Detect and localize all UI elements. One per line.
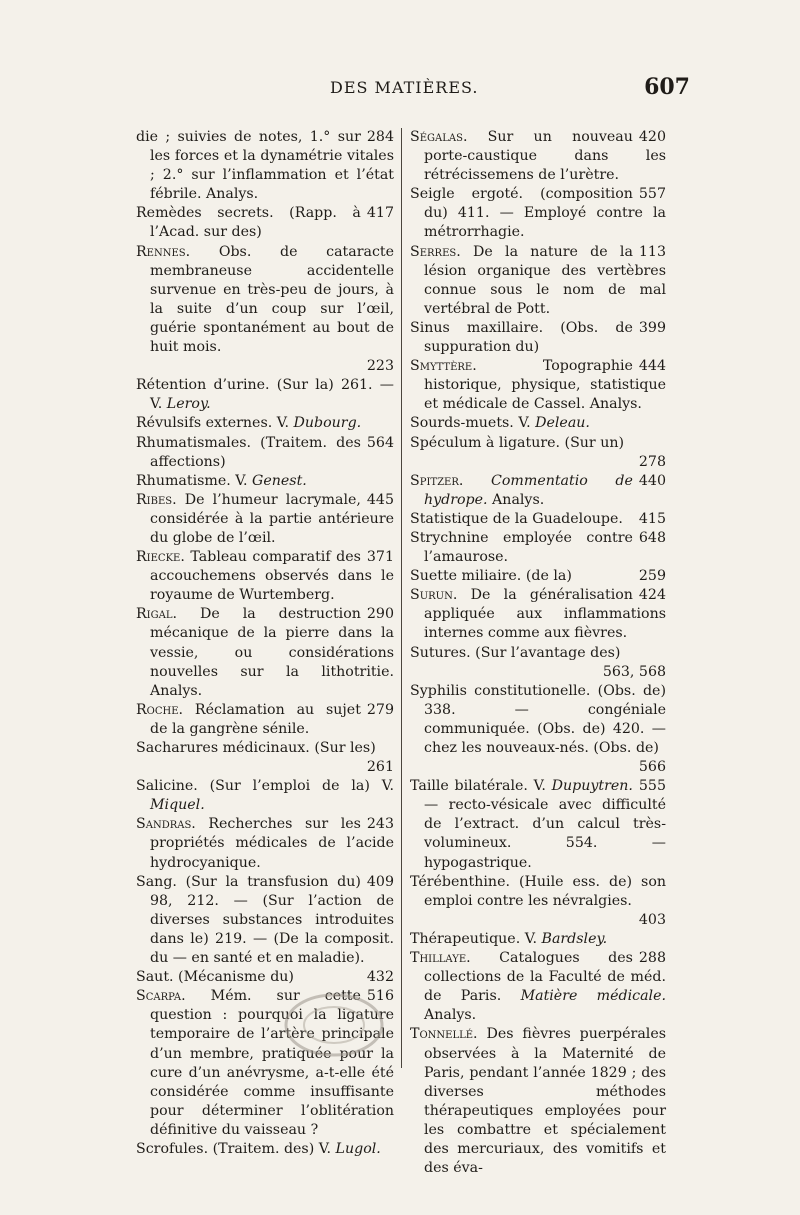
index-column-right xyxy=(410,128,666,1178)
index-entry xyxy=(410,586,666,643)
entry-page-ref: 279 xyxy=(366,701,394,718)
entry-page-ref: 223 xyxy=(366,358,394,375)
index-entry xyxy=(410,1025,666,1178)
index-entry xyxy=(410,414,666,433)
entry-author: Tonnellé. xyxy=(410,1026,478,1043)
entry-text: Des fièvres puerpérales observées à la Maternité de Paris, pendant l’année 1829 ; des diverses méthodes thérapeutiques employées pour les combattre et spécialement des mercuriaux, des vomitifs et des éva- xyxy=(424,1026,666,1177)
entry-page-ref: 278 xyxy=(638,453,666,470)
entry-text: Sang. (Sur la transfusion du) 98, 212. — (Sur l’action de diverses substances introduites dans le) 219. — (De la composit. du — en santé et en maladie). xyxy=(136,873,394,967)
entry-page-ref: 290 xyxy=(366,606,394,623)
entry-italic: Commentatio de hydrope. xyxy=(424,472,633,508)
running-title: DES MATIÈRES. xyxy=(330,78,479,97)
entry-text: De l’humeur lacrymale, considérée à la partie antérieure du globe de l’œil. xyxy=(150,491,394,546)
entry-text xyxy=(463,473,491,489)
entry-italic: Matière médicale. xyxy=(520,988,666,1005)
entry-italic: Deleau. xyxy=(535,415,590,432)
entry-text: De la nature de la lésion organique des vertèbres connue sous le nom de mal vertébral de Pott. xyxy=(424,243,666,317)
entry-text: Rhumatismales. (Traitem. des affections) xyxy=(136,434,361,470)
index-entry xyxy=(136,1140,394,1159)
entry-page-ref: 403 xyxy=(638,911,666,928)
index-entry xyxy=(136,376,394,414)
entry-text: Spéculum à ligature. (Sur un) xyxy=(410,434,625,451)
entry-page-ref: 445 xyxy=(366,491,394,508)
entry-author: Riecke. xyxy=(136,549,185,566)
entry-author: Smyttère. xyxy=(410,358,477,375)
entry-italic: Dupuytren. xyxy=(551,778,633,795)
index-entry xyxy=(410,873,666,930)
entry-text: Tableau comparatif des accouchemens observés dans le royaume de Wurtemberg. xyxy=(150,549,394,604)
entry-text: De la destruction mécanique de la pierre dans la vessie, ou considérations nouvelles sur la lithotritie. Analys. xyxy=(150,606,394,699)
index-entry xyxy=(410,567,666,586)
entry-text-cont: Analys. xyxy=(487,491,545,508)
entry-page-ref: 288 xyxy=(638,950,666,967)
entry-text: Syphilis constitutionelle. (Obs. de) 338. — congéniale communiquée. (Obs. de) 420. — chez les nouveaux-nés. (Obs. de) xyxy=(410,682,666,756)
index-entry xyxy=(136,777,394,815)
entry-page-ref: 417 xyxy=(366,205,394,222)
entry-page-ref: 261 xyxy=(366,759,394,776)
library-stamp-seal xyxy=(272,985,392,1065)
entry-text: Obs. de cataracte membraneuse accidentelle survenue en très-peu de jours, à la suite d’un coup sur l’œil, guérie spontanément au bout de huit mois. xyxy=(150,243,394,356)
entry-author: Rennes. xyxy=(136,243,191,260)
entry-text: Seigle ergoté. (composition du) 411. — Employé contre la métrorrhagie. xyxy=(410,186,666,241)
entry-text: Rhumatisme. V. xyxy=(136,472,253,489)
index-entry xyxy=(410,777,666,872)
entry-italic: Miquel. xyxy=(150,797,205,814)
index-entry xyxy=(410,930,666,949)
entry-page-ref: 424 xyxy=(638,587,666,604)
entry-text: Thérapeutique. V. xyxy=(410,930,542,947)
entry-text: Sur un nouveau porte-caustique dans les rétrécissemens de l’urètre. xyxy=(424,129,666,184)
index-entry xyxy=(136,739,394,777)
entry-page-ref: 113 xyxy=(638,243,666,260)
entry-page-ref: 284 xyxy=(366,129,394,145)
entry-text-cont: Analys. xyxy=(424,1007,477,1024)
entry-italic: Genest. xyxy=(252,472,307,489)
entry-page-ref: 399 xyxy=(638,319,666,336)
entry-italic: Lugol. xyxy=(335,1140,381,1157)
index-entry xyxy=(136,548,394,605)
entry-text: Révulsifs externes. V. xyxy=(136,415,294,432)
entry-text: Mém. sur cette question : pourquoi la ligature temporaire de l’artère principale d’un membre, pratiquée pour la cure d’un anévrysme, a-t-elle été considérée comme insuffisante pour déterminer l’oblitération définitive du vaisseau ? xyxy=(150,988,394,1138)
entry-text: Taille bilatérale. V. xyxy=(410,778,552,795)
entry-page-ref: 516 xyxy=(366,988,394,1005)
entry-text: Strychnine employée contre l’amaurose. xyxy=(410,529,633,566)
entry-author: Scarpa. xyxy=(136,988,186,1005)
entry-text: Réclamation au sujet de la gangrène sénile. xyxy=(150,701,361,737)
entry-text: die ; suivies de notes, 1.° sur les forces et la dynamétrie vitales ; 2.° sur l’inflammation et l’état fébrile. Analys. xyxy=(136,129,394,203)
entry-author: Thillaye. xyxy=(410,950,471,967)
index-entry xyxy=(136,434,394,472)
page-number: 607 xyxy=(644,74,690,100)
entry-text: Térébenthine. (Huile ess. de) son emploi contre les névralgies. xyxy=(410,873,666,909)
entry-text: Recherches sur les propriétés médicales de l’acide hydrocyanique. xyxy=(150,816,394,871)
entry-text: Salicine. (Sur l’emploi de la) V. xyxy=(136,778,394,795)
index-entry xyxy=(410,529,666,567)
index-entry xyxy=(136,204,394,242)
index-entry xyxy=(136,472,394,491)
index-entry xyxy=(410,243,666,319)
entry-text: Sutures. (Sur l’avantage des) xyxy=(410,644,621,661)
entry-text: Catalogues des collections de la Faculté de méd. de Paris. xyxy=(424,950,666,1005)
index-entry xyxy=(410,510,666,529)
entry-text: Scrofules. (Traitem. des) V. xyxy=(136,1140,336,1157)
index-entry xyxy=(136,701,394,739)
entry-text: Sourds-muets. V. xyxy=(410,415,536,432)
entry-italic: Bardsley. xyxy=(541,930,608,947)
entry-page-ref: 555 xyxy=(638,778,666,795)
entry-page-ref: 444 xyxy=(638,358,666,375)
index-entry xyxy=(410,357,666,414)
entry-author: Surun. xyxy=(410,587,458,604)
entry-text: Saut. (Mécanisme du) xyxy=(136,969,294,986)
entry-page-ref: 259 xyxy=(638,568,666,585)
running-header xyxy=(130,74,690,108)
index-entry xyxy=(410,682,666,777)
entry-page-ref: 409 xyxy=(366,873,394,890)
entry-page-ref: 415 xyxy=(638,510,666,527)
entry-page-ref: 432 xyxy=(366,969,394,986)
entry-text: Statistique de la Guadeloupe. xyxy=(410,510,623,527)
entry-text: Sinus maxillaire. (Obs. de suppuration du) xyxy=(410,319,633,356)
index-entry xyxy=(410,472,666,510)
entry-text: Suette miliaire. (de la) xyxy=(410,568,572,585)
entry-italic: Dubourg. xyxy=(293,415,362,432)
entry-page-ref: 566 xyxy=(638,759,666,776)
index-entry xyxy=(136,605,394,700)
entry-page-ref: 420 xyxy=(638,129,666,145)
index-entry xyxy=(410,434,666,472)
entry-page-ref: 557 xyxy=(638,186,666,203)
index-entry xyxy=(136,815,394,872)
entry-page-ref: 371 xyxy=(366,549,394,566)
entry-text: Rétention d’urine. (Sur la) 261. — V. xyxy=(136,377,394,413)
entry-text: Topographie historique, physique, statistique et médicale de Cassel. Analys. xyxy=(424,358,666,413)
index-entry xyxy=(136,414,394,433)
entry-page-ref: 563, 568 xyxy=(602,663,666,680)
index-entry xyxy=(410,949,666,1025)
entry-author: Ségalas. xyxy=(410,129,468,145)
entry-author: Serres. xyxy=(410,243,461,260)
entry-text-cont: — recto-vésicale avec difficulté de l’extract. d’un calcul très-volumineux. 554. — hypogastrique. xyxy=(424,797,666,871)
entry-page-ref: 564 xyxy=(366,434,394,451)
column-divider xyxy=(401,128,402,1068)
index-entry xyxy=(410,319,666,357)
index-entry xyxy=(136,873,394,968)
entry-text: De la généralisation appliquée aux inflammations internes comme aux fièvres. xyxy=(424,587,666,642)
index-entry xyxy=(136,243,394,377)
entry-page-ref: 440 xyxy=(638,472,666,489)
entry-page-ref: 648 xyxy=(638,529,666,546)
entry-italic: Leroy. xyxy=(166,396,211,413)
index-entry xyxy=(136,128,394,204)
entry-page-ref: 243 xyxy=(366,816,394,833)
index-entry xyxy=(410,185,666,242)
entry-author: Rigal. xyxy=(136,606,177,623)
entry-author: Ribes. xyxy=(136,491,177,508)
index-entry xyxy=(410,644,666,682)
entry-author: Roche. xyxy=(136,701,184,718)
entry-author: Spitzer. xyxy=(410,472,464,489)
entry-author: Sandras. xyxy=(136,816,196,833)
entry-text: Sacharures médicinaux. (Sur les) xyxy=(136,740,376,756)
entry-text: Remèdes secrets. (Rapp. à l’Acad. sur des) xyxy=(136,205,361,241)
index-entry xyxy=(136,491,394,548)
index-entry xyxy=(410,128,666,185)
